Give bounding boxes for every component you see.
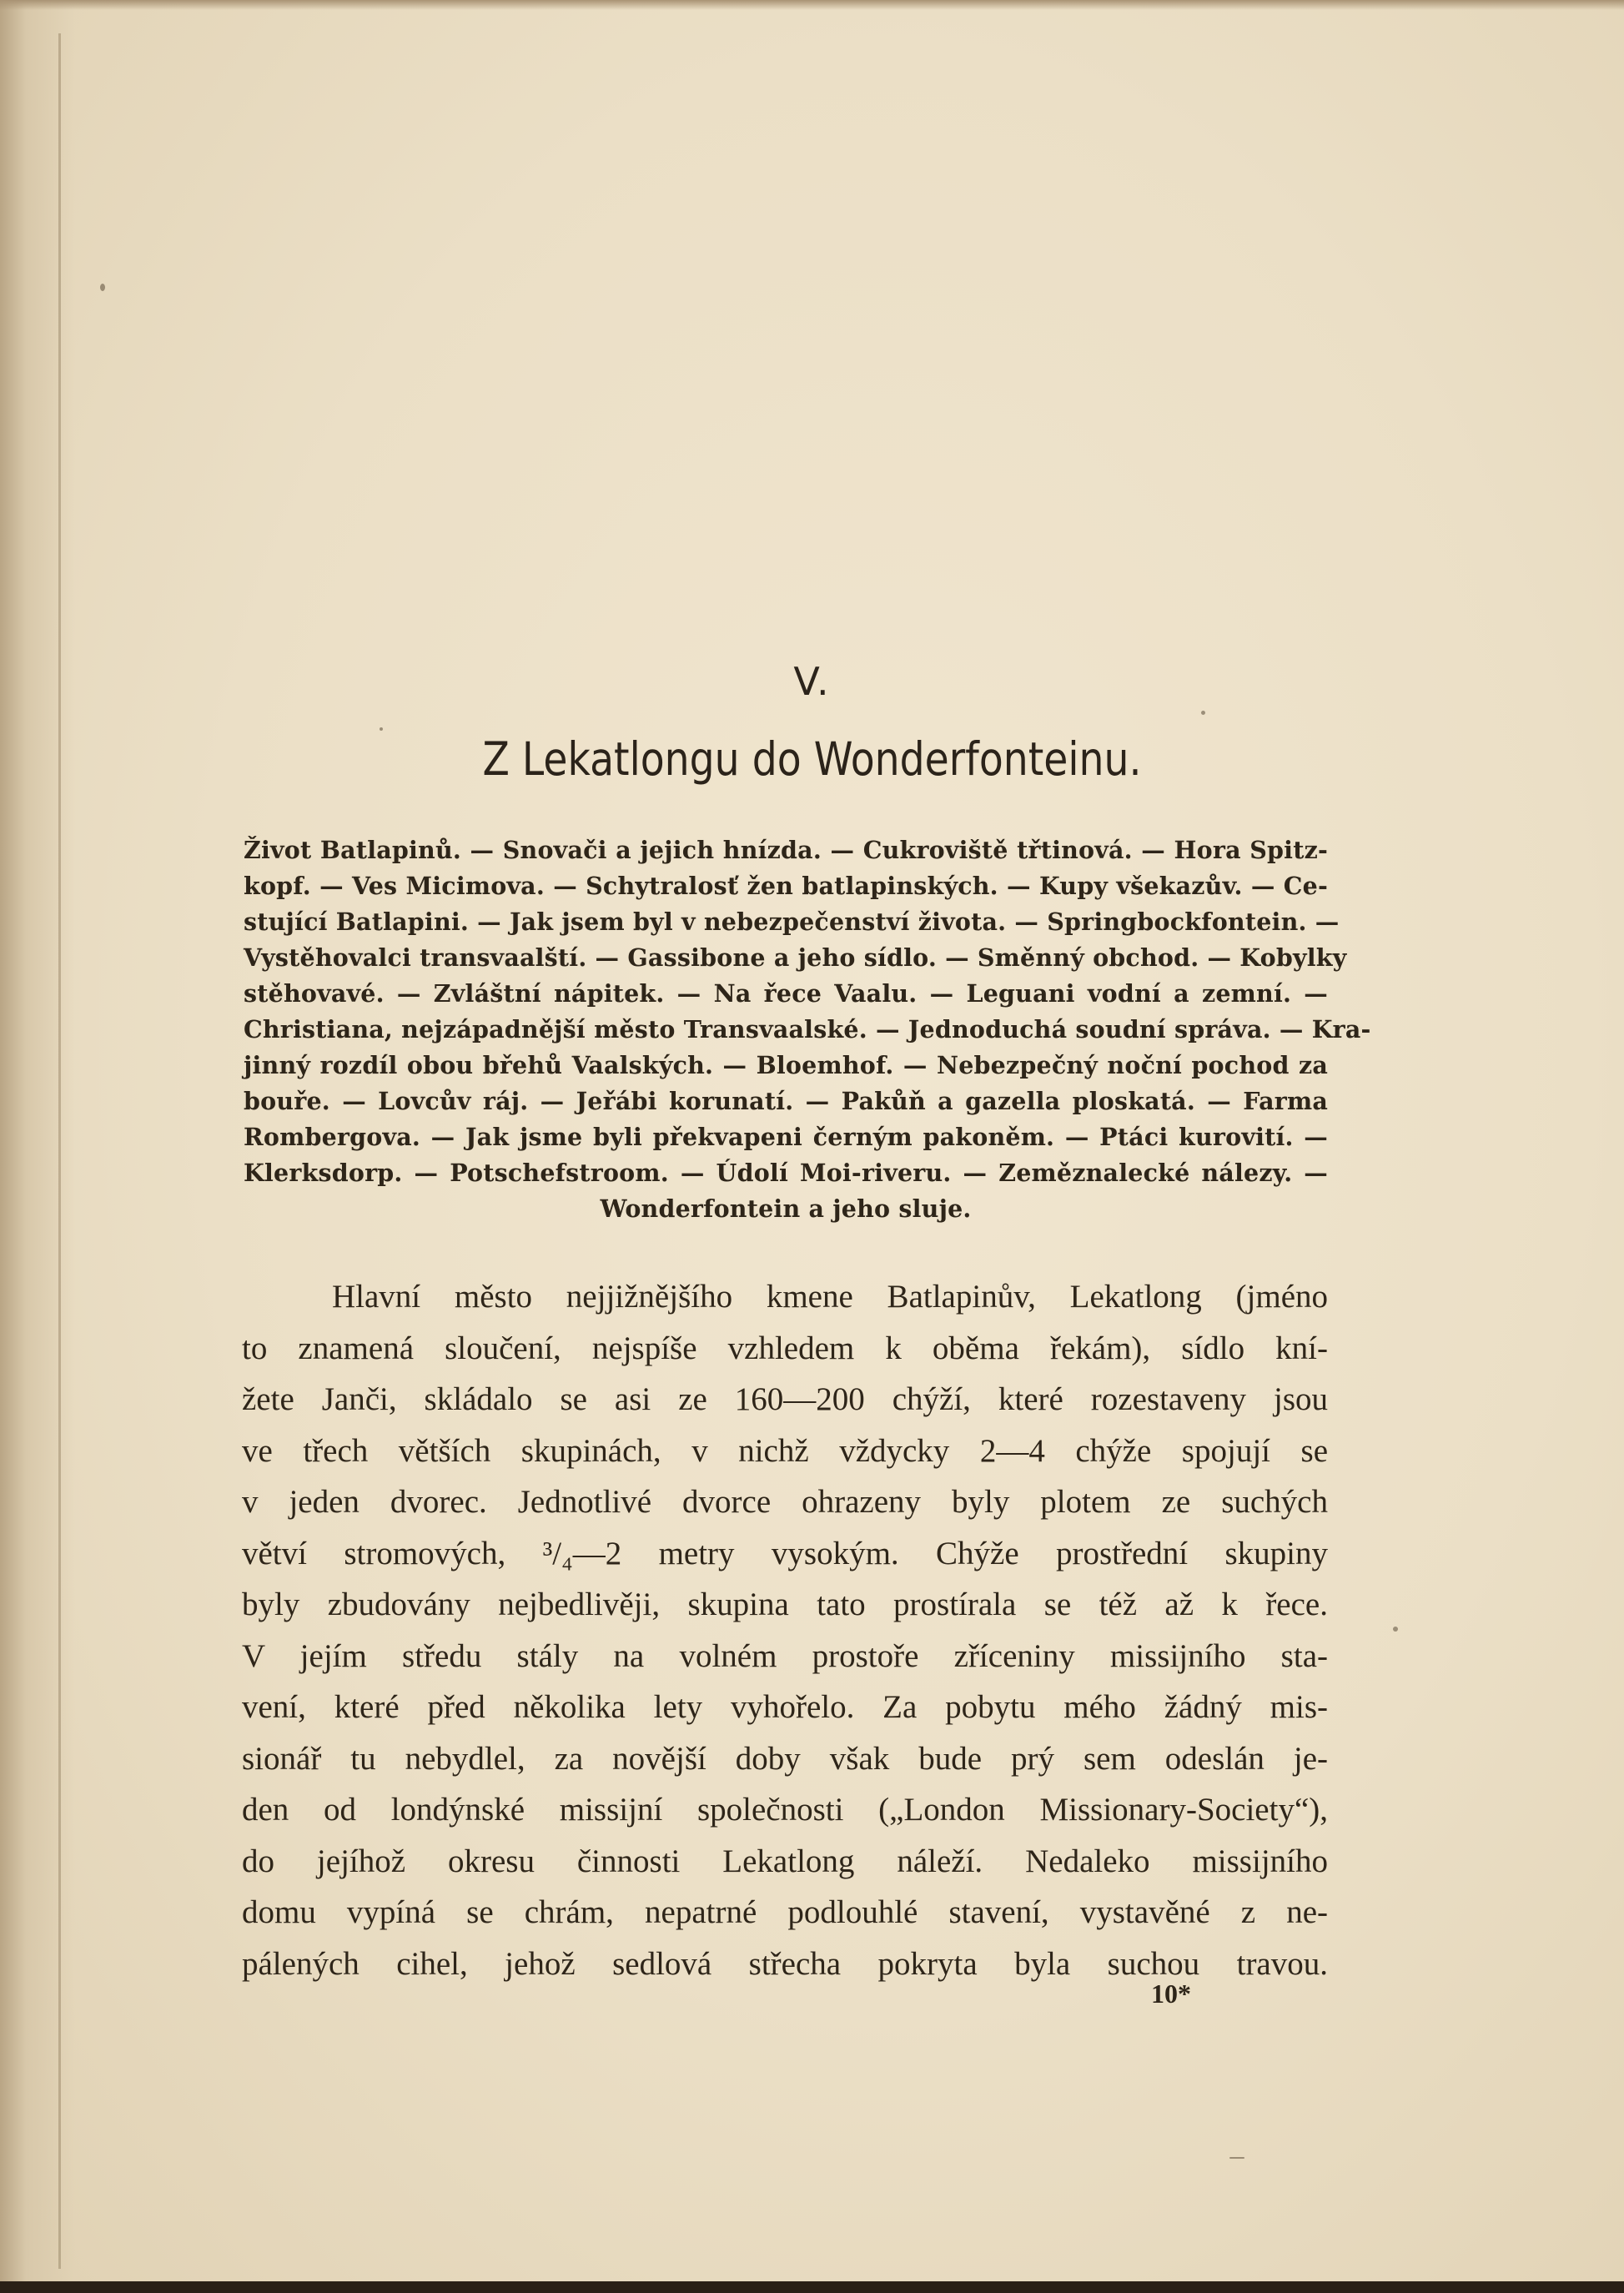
body-line: do jejíhož okresu činnosti Lekatlong náleží. Nedaleko missijního [242, 1843, 1328, 1879]
page-bottom-edge [0, 2281, 1624, 2293]
page-top-edge [0, 0, 1624, 10]
summary-line: stěhovavé. — Zvláštní nápitek. — Na řece Vaalu. — Leguani vodní a zemní. — [244, 979, 1328, 1008]
signature-mark: 10* [1151, 1979, 1191, 2009]
summary-line: bouře. — Lovcův ráj. — Jeřábi korunatí. — Pakůň a gazella ploskatá. — Farma [244, 1087, 1328, 1115]
summary-line: Christiana, nejzápadnější město Transvaalské. — Jednoduchá soudní správa. — Kra- [244, 1015, 1371, 1043]
body-line: domu vypíná se chrám, nepatrné podlouhlé stavení, vystavěné z ne- [242, 1894, 1328, 1930]
body-line: v jeden dvorec. Jednotlivé dvorce ohrazeny byly plotem ze suchých [242, 1484, 1328, 1520]
summary-line: kopf. — Ves Micimova. — Schytralosť žen batlapinských. — Kupy všekazův. — Ce- [244, 872, 1328, 900]
page-fold-line [58, 33, 61, 2269]
chapter-title: Z Lekatlongu do Wonderfonteinu. [482, 732, 1142, 786]
paper-speck [1393, 1627, 1398, 1632]
summary-line: Život Batlapinů. — Snovači a jejich hnízda. — Cukroviště třtinová. — Hora Spitz- [244, 836, 1328, 864]
body-line: den od londýnské missijní společnosti („London Missionary-Society“), [242, 1792, 1328, 1828]
body-line: to znamená sloučení, nejspíše vzhledem k oběma řekám), sídlo kní- [242, 1330, 1328, 1366]
body-line: žete Janči, skládalo se asi ze 160—200 chýží, které rozestaveny jsou [242, 1381, 1328, 1417]
summary-line: Klerksdorp. — Potschefstroom. — Údolí Moi-riveru. — Zeměznalecké nálezy. — [244, 1159, 1328, 1187]
chapter-summary [244, 832, 1371, 1227]
summary-line: Rombergova. — Jak jsme byli překvapeni černým pakoněm. — Ptáci kurovití. — [244, 1123, 1328, 1151]
body-line: vení, které před několika lety vyhořelo. Za pobytu mého žádný mis- [242, 1689, 1328, 1725]
body-line: větví stromových, ³/₄—2 metry vysokým. Chýže prostřední skupiny [242, 1535, 1328, 1571]
body-line: Hlavní město nejjižnějšího kmene Batlapinův, Lekatlong (jméno [332, 1279, 1328, 1315]
paper-speck [100, 284, 105, 291]
paper-speck [1201, 711, 1205, 715]
chapter-number: V. [793, 659, 831, 704]
body-paragraph [242, 1271, 1328, 1989]
summary-line: jinný rozdíl obou břehů Vaalských. — Bloemhof. — Nebezpečný noční pochod za [244, 1051, 1328, 1079]
spine-shadow [0, 0, 75, 2293]
body-line: byly zbudovány nejbedlivěji, skupina tato prostírala se též až k řece. [242, 1586, 1328, 1622]
paper-speck [1229, 2157, 1244, 2159]
body-line: V jejím středu stály na volném prostoře zříceniny missijního sta- [242, 1637, 1328, 1674]
paper-speck [380, 727, 383, 731]
body-line: ve třech větších skupinách, v nichž vždycky 2—4 chýže spojují se [242, 1432, 1328, 1469]
summary-line: stující Batlapini. — Jak jsem byl v nebezpečenství života. — Springbockfontein. — [244, 908, 1340, 936]
body-line: pálených cihel, jehož sedlová střecha pokryta byla suchou travou. [242, 1945, 1328, 1982]
body-line: sionář tu nebydlel, za novější doby však bude prý sem odeslán je- [242, 1740, 1328, 1777]
summary-line: Wonderfontein a jeho sluje. [600, 1194, 972, 1223]
summary-line: Vystěhovalci transvaalští. — Gassibone a jeho sídlo. — Směnný obchod. — Kobylky [244, 943, 1347, 972]
